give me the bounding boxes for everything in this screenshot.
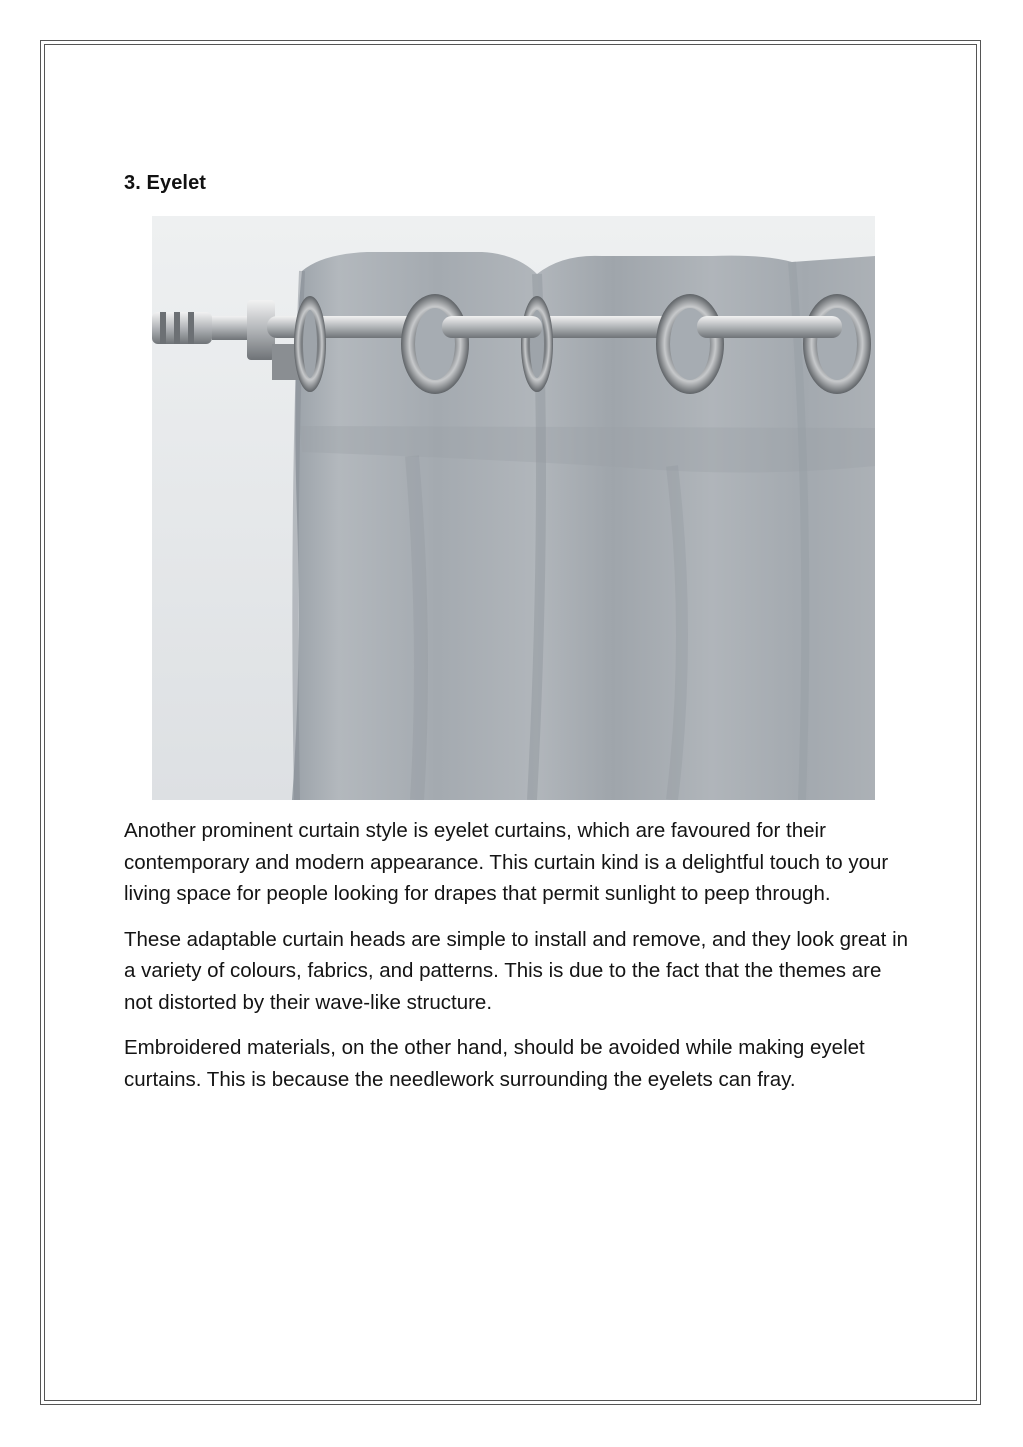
section-heading: 3. Eyelet xyxy=(124,172,207,194)
paragraph-2: These adaptable curtain heads are simple to install and remove, and they look great in a variety of colours, fabrics, and patterns. This is due to the fact that the themes are not distorted by their wave-like structure. xyxy=(124,927,909,1014)
body-text xyxy=(124,815,914,1109)
eyelet-curtain-image xyxy=(152,216,875,800)
paragraph-3: Embroidered materials, on the other hand, should be avoided while making eyelet curtains. This is because the needlework surrounding the eyelets can fray. xyxy=(124,1036,865,1091)
paragraph-1: Another prominent curtain style is eyelet curtains, which are favoured for their contemporary and modern appearance. This curtain kind is a delightful touch to your living space for people looking for drapes that permit sunlight to peep through. xyxy=(124,819,889,905)
